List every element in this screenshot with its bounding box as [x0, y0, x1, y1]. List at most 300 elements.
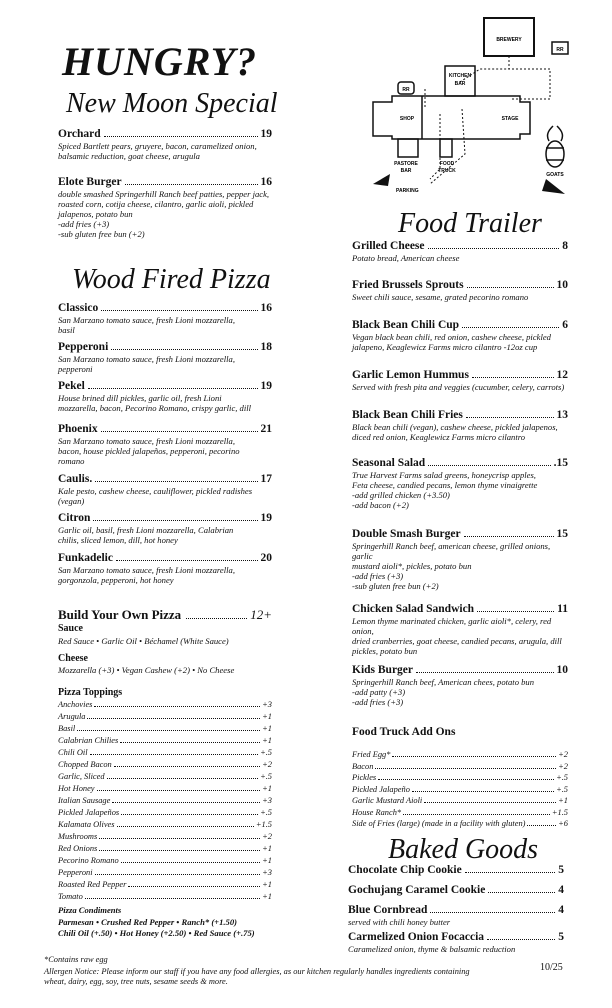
menu-item-price: 11 — [557, 603, 568, 615]
addon-name: Pickled Jalapeño — [352, 784, 410, 794]
dot-leader — [424, 802, 556, 803]
goats-icon — [546, 126, 564, 167]
restroom-1-label: RR — [556, 47, 564, 53]
menu-item-description — [58, 436, 272, 466]
topping-price: +1 — [262, 844, 272, 853]
addon-price: +2 — [558, 761, 568, 771]
description-line: Garlic oil, basil, fresh Lioni mozzarella, Calabrian — [58, 525, 234, 535]
dot-leader — [95, 874, 261, 875]
addon-price: +.5 — [556, 773, 568, 782]
allergen-notice-line-1: Allergen Notice: Please inform our staff if you have any food allergies, as our kitchen regularly handles ingredients containing — [44, 967, 470, 976]
topping-price: +3 — [262, 700, 272, 709]
menu-item-description — [352, 541, 568, 591]
topping-price: +.5 — [260, 808, 272, 817]
menu-item-price: 5 — [558, 864, 564, 876]
addon-name: Garlic Mustard Aioli — [352, 796, 423, 805]
addon-price: +6 — [558, 819, 568, 828]
dot-leader — [101, 310, 257, 311]
menu-item-description — [352, 382, 568, 392]
condiments-line-1: Parmesan • Crushed Red Pepper • Ranch* (+1.50) — [58, 917, 237, 927]
addon-name: Fried Egg* — [352, 750, 391, 759]
menu-item-name: Blue Cornbread — [348, 904, 428, 916]
menu-item-description — [58, 525, 272, 545]
topping-name: Pecorino Romano — [58, 856, 119, 865]
menu-item-price: 10 — [556, 279, 568, 291]
dot-leader — [462, 327, 559, 328]
allergen-notice-line-2: wheat, dairy, egg, soy, tree nuts, sesame seeds & more. — [44, 977, 228, 986]
menu-item-name: Elote Burger — [58, 176, 122, 188]
build-your-own-title: Build Your Own Pizza — [58, 607, 182, 622]
menu-item-name: Caulis. — [58, 473, 93, 485]
menu-item-description — [58, 354, 272, 374]
topping-price: +1 — [262, 736, 272, 745]
menu-item-price: 19 — [260, 128, 272, 140]
menu-item-name: Carmelized Onion Focaccia — [348, 931, 485, 943]
menu-item-heading — [58, 380, 272, 392]
description-line: pickles, potato bun — [352, 646, 418, 656]
toppings-label: Pizza Toppings — [58, 687, 123, 698]
description-line: Served with fresh pita and veggies (cucumber, celery, carrots) — [352, 382, 565, 392]
dot-leader — [467, 287, 554, 288]
menu-item-name: Seasonal Salad — [352, 457, 426, 469]
topping-row — [58, 700, 272, 711]
menu-item-description — [58, 189, 272, 239]
menu-item — [58, 380, 272, 413]
dot-leader — [416, 672, 553, 673]
topping-name: Arugula — [58, 712, 86, 721]
description-line: Lemon thyme marinated chicken, garlic aioli*, celery, red onion, — [352, 616, 552, 636]
menu-item — [352, 369, 568, 392]
kitchen-bar-label: BAR — [454, 81, 466, 87]
menu-item-heading — [58, 552, 272, 564]
dot-leader — [466, 417, 554, 418]
addon-name: Side of Fries (large) (made in a facility with gluten) — [352, 819, 526, 828]
menu-item-description — [348, 917, 564, 927]
menu-item-name: Chocolate Chip Cookie — [348, 864, 462, 876]
pastore-bar-building — [398, 139, 418, 157]
topping-name: Anchovies — [58, 700, 93, 709]
description-line: Potato bread, American cheese — [352, 253, 460, 263]
menu-date: 10/25 — [540, 962, 563, 973]
menu-item-heading — [58, 473, 272, 485]
menu-item-price: 10 — [556, 664, 568, 676]
topping-name: Basil — [58, 724, 76, 733]
addon-row — [352, 796, 568, 807]
food-truck-building — [440, 139, 452, 157]
menu-item-heading — [348, 884, 564, 896]
menu-item-price: 6 — [562, 319, 568, 331]
condiments-label: Pizza Condiments — [58, 905, 122, 915]
menu-item-heading — [348, 904, 564, 916]
menu-item-price: 16 — [260, 302, 272, 314]
menu-item-description — [352, 616, 568, 656]
dot-leader — [116, 560, 258, 561]
topping-row — [58, 856, 272, 867]
description-line: Black bean chili (vegan), cashew cheese, pickled jalapenos, — [352, 422, 558, 432]
food-trailer-title: Food Trailer — [398, 208, 542, 239]
menu-item-description — [58, 393, 272, 413]
addon-row — [352, 773, 568, 784]
description-line: gorgonzola, pepperoni, hot honey — [58, 575, 174, 585]
description-line: basil — [58, 325, 75, 335]
topping-price: +1.5 — [255, 820, 272, 829]
menu-item-name: Classico — [58, 302, 99, 314]
wood-fired-pizza-title: Wood Fired Pizza — [72, 264, 271, 295]
menu-item — [352, 528, 568, 591]
topping-name: Italian Sausage — [58, 796, 111, 805]
addon-row — [352, 762, 568, 773]
brewery-label: BREWERY — [496, 37, 522, 43]
menu-item-name: Citron — [58, 512, 91, 524]
addon-name: Pickles — [352, 773, 377, 782]
arrow-right-icon — [542, 179, 565, 194]
menu-item-price: 4 — [558, 884, 564, 896]
menu-item-name: Phoenix — [58, 423, 98, 435]
dot-leader — [472, 377, 554, 378]
menu-item-heading — [58, 128, 272, 140]
description-line: pepperoni — [58, 364, 93, 374]
description-line: chilis, sliced lemon, dill, hot honey — [58, 535, 178, 545]
menu-item-price: 18 — [260, 341, 272, 353]
condiments-line-2: Chili Oil (+.50) • Hot Honey (+2.50) • Red Sauce (+.75) — [58, 928, 255, 938]
menu-item-name: Black Bean Chili Cup — [352, 319, 460, 331]
menu-item-price: 8 — [562, 240, 568, 252]
menu-item-price: 5 — [558, 931, 564, 943]
menu-item-name: Funkadelic — [58, 552, 113, 564]
description-line: Spiced Bartlett pears, gruyere, bacon, caramelized onion, — [58, 141, 257, 151]
topping-price: +1 — [262, 856, 272, 865]
dot-leader — [77, 730, 260, 731]
topping-price: +2 — [262, 760, 272, 769]
arrow-left-icon — [373, 174, 390, 186]
dot-leader — [111, 349, 257, 350]
description-line: -add grilled chicken (+3.50) — [352, 490, 450, 500]
description-line: San Marzano tomato sauce, fresh Lioni mozzarella, — [58, 354, 235, 364]
menu-item-name: Pepperoni — [58, 341, 109, 353]
topping-row — [58, 868, 272, 879]
menu-item-heading — [352, 240, 568, 252]
menu-item-description — [352, 292, 568, 302]
dot-leader — [527, 825, 556, 826]
topping-name: Garlic, Sliced — [58, 772, 105, 781]
menu-item-heading — [352, 457, 568, 469]
topping-name: Mushrooms — [58, 832, 98, 841]
description-line: romano — [58, 456, 85, 466]
dot-leader — [487, 939, 555, 940]
topping-price: +3 — [262, 796, 272, 805]
topping-row — [58, 760, 272, 771]
description-line: Springerhill Ranch beef, american cheese, grilled onions, garlic — [352, 541, 551, 561]
dot-leader — [403, 814, 550, 815]
description-line: Springerhill Ranch beef, American chees, potato bun — [352, 677, 535, 687]
topping-price: +1 — [262, 880, 272, 889]
stage-label: STAGE — [501, 116, 519, 122]
topping-row — [58, 736, 272, 747]
topping-row — [58, 820, 272, 831]
topping-name: Chili Oil — [58, 748, 88, 757]
menu-item — [58, 176, 272, 239]
addon-row — [352, 808, 568, 819]
menu-item-description — [58, 315, 272, 335]
menu-item-name: Gochujang Caramel Cookie — [348, 884, 486, 896]
dot-leader — [101, 431, 258, 432]
menu-item — [58, 302, 272, 335]
description-line: served with chili honey butter — [348, 917, 451, 927]
dot-leader — [392, 756, 556, 757]
topping-name: Hot Honey — [58, 784, 95, 793]
menu-item — [58, 128, 272, 161]
menu-item-price: .15 — [553, 457, 568, 469]
menu-item-heading — [352, 528, 568, 540]
menu-item — [58, 473, 272, 506]
menu-item — [58, 552, 272, 585]
topping-price: +2 — [262, 832, 272, 841]
description-line: bacon, house pickled jalapeños, pepperoni, pecorino — [58, 446, 240, 456]
menu-item-name: Kids Burger — [352, 664, 414, 676]
menu-item-description — [58, 141, 272, 161]
menu-item-price: 20 — [260, 552, 272, 564]
topping-row — [58, 724, 272, 735]
pastore-label: PASTORE — [394, 161, 418, 167]
dot-leader — [99, 838, 260, 839]
topping-name: Roasted Red Pepper — [58, 880, 127, 889]
menu-item-name: Grilled Cheese — [352, 240, 425, 252]
dot-leader — [465, 872, 556, 873]
dot-leader — [85, 898, 260, 899]
topping-name: Pepperoni — [58, 868, 93, 877]
description-line: mustard aioli*, pickles, potato bun — [352, 561, 472, 571]
addon-row — [352, 750, 568, 761]
dot-leader — [464, 536, 554, 537]
addon-name: Bacon — [352, 761, 374, 771]
dot-leader — [94, 706, 260, 707]
description-line: Feta cheese, candied pecans, lemon thyme vinaigrette — [352, 480, 538, 490]
dot-leader — [121, 814, 258, 815]
baked-goods-title: Baked Goods — [388, 834, 539, 865]
topping-name: Red Onions — [58, 844, 98, 853]
food-truck-label: FOOD — [439, 161, 455, 167]
description-line: Sweet chili sauce, sesame, grated pecorino romano — [352, 292, 529, 302]
kitchen-label: KITCHEN — [448, 73, 472, 79]
dot-leader — [121, 862, 260, 863]
dot-leader — [375, 768, 556, 769]
topping-price: +1 — [262, 784, 272, 793]
dot-leader — [428, 248, 560, 249]
shop-label: SHOP — [399, 116, 415, 122]
menu-item-name: Double Smash Burger — [352, 528, 461, 540]
topping-price: +.5 — [260, 748, 272, 757]
menu-item-description — [352, 677, 568, 707]
dot-leader — [93, 520, 257, 521]
menu-item-price: 16 — [260, 176, 272, 188]
description-line: Vegan black bean chili, red onion, cashew cheese, pickled — [352, 332, 551, 342]
description-line: dried cranberries, goat cheese, candied pecans, arugula, dill — [352, 636, 562, 646]
menu-item-heading — [352, 664, 568, 676]
description-line: diced red onion, Keaglewicz Farms micro cilantro — [352, 432, 526, 442]
menu-item-description — [348, 944, 564, 954]
description-line: jalapeno, Keaglewicz Farms micro cilantro -12oz cup — [352, 342, 538, 352]
path-dashed — [460, 56, 550, 99]
description-line: San Marzano tomato sauce, fresh Lioni mozzarella, — [58, 436, 235, 446]
menu-item-name: Fried Brussels Sprouts — [352, 279, 464, 291]
topping-row — [58, 844, 272, 855]
description-line: jalapenos, potato bun — [58, 209, 133, 219]
menu-item-heading — [352, 603, 568, 615]
topping-row — [58, 796, 272, 807]
dot-leader — [107, 778, 259, 779]
menu-item-price: 4 — [558, 904, 564, 916]
menu-item-heading — [58, 341, 272, 353]
raw-egg-note: *Contains raw egg — [44, 955, 108, 964]
dot-leader — [128, 886, 260, 887]
addon-name: House Ranch* — [352, 807, 402, 817]
new-moon-special-title: New Moon Special — [66, 88, 278, 119]
menu-item — [348, 904, 564, 927]
topping-row — [58, 784, 272, 795]
description-line: Kale pesto, cashew cheese, cauliflower, pickled radishes — [58, 486, 253, 496]
goats-label: GOATS — [546, 172, 564, 178]
topping-price: +3 — [262, 868, 272, 877]
menu-item-price: 15 — [556, 528, 568, 540]
menu-item-heading — [58, 423, 272, 435]
description-line: Caramelized onion, thyme & balsamic reduction — [348, 944, 516, 954]
description-line: balsamic reduction, goat cheese, arugula — [58, 151, 200, 161]
menu-item-heading — [352, 409, 568, 421]
menu-item-name: Orchard — [58, 128, 101, 140]
menu-item-price: 12 — [556, 369, 568, 381]
parking-label: PARKING — [396, 188, 419, 194]
topping-row — [58, 808, 272, 819]
menu-item-name: Garlic Lemon Hummus — [352, 369, 469, 381]
menu-item — [58, 423, 272, 466]
menu-item — [58, 512, 272, 545]
topping-name: Tomato — [58, 892, 83, 901]
description-line: -add bacon (+2) — [352, 500, 409, 510]
description-line: (vegan) — [58, 496, 85, 506]
menu-item-price: 17 — [260, 473, 272, 485]
menu-item — [348, 884, 564, 896]
food-truck-label-2: TRUCK — [438, 168, 456, 174]
topping-price: +1 — [262, 892, 272, 901]
description-line: -add fries (+3) — [352, 571, 404, 581]
menu-item-name: Chicken Salad Sandwich — [352, 603, 475, 615]
menu-item-name: Black Bean Chili Fries — [352, 409, 463, 421]
topping-row — [58, 748, 272, 759]
dot-leader — [428, 465, 550, 466]
menu-item-price: 19 — [260, 512, 272, 524]
menu-item-description — [352, 253, 568, 263]
menu-item-heading — [348, 864, 564, 876]
menu-item-heading — [352, 369, 568, 381]
menu-item-description — [352, 470, 568, 510]
sauce-label: Sauce — [58, 623, 83, 634]
topping-row — [58, 832, 272, 843]
menu-item-heading — [352, 319, 568, 331]
menu-item — [348, 864, 564, 876]
description-line: True Harvest Farms salad greens, honeycrisp apples, — [352, 470, 536, 480]
description-line: -add fries (+3) — [352, 697, 404, 707]
dot-leader — [186, 618, 247, 619]
topping-name: Chopped Bacon — [58, 760, 112, 769]
dot-leader — [378, 779, 554, 780]
menu-item-price: 19 — [260, 380, 272, 392]
description-line: -add fries (+3) — [58, 219, 110, 229]
dot-leader — [488, 892, 555, 893]
dot-leader — [114, 766, 260, 767]
dot-leader — [430, 912, 555, 913]
description-line: double smashed Springerhill Ranch beef patties, pepper jack, — [58, 189, 270, 199]
cheese-label: Cheese — [58, 653, 88, 664]
pastore-bar-label: BAR — [400, 168, 412, 174]
build-your-own-price: 12+ — [250, 607, 272, 622]
topping-name: Kalamata Olives — [58, 820, 115, 829]
topping-name: Calabrian Chilies — [58, 736, 119, 745]
dot-leader — [95, 481, 257, 482]
menu-item-heading — [58, 302, 272, 314]
description-line: San Marzano tomato sauce, fresh Lioni mozzarella, — [58, 315, 235, 325]
dot-leader — [477, 611, 554, 612]
menu-item-heading — [58, 176, 272, 188]
dot-leader — [90, 754, 259, 755]
menu-item — [352, 240, 568, 263]
description-line: -sub gluten free bun (+2) — [58, 229, 145, 239]
description-line: -add patty (+3) — [352, 687, 406, 697]
menu-item — [352, 409, 568, 442]
menu-item-price: 21 — [260, 423, 272, 435]
addon-price: +.5 — [556, 784, 568, 794]
dot-leader — [99, 850, 260, 851]
menu-item — [348, 931, 564, 954]
topping-row — [58, 892, 272, 903]
menu-item — [58, 341, 272, 374]
sauce-options: Red Sauce • Garlic Oil • Béchamel (White Sauce) — [58, 636, 229, 646]
addons-title: Food Truck Add Ons — [352, 726, 456, 738]
menu-item-description — [352, 422, 568, 442]
addon-price: +1.5 — [551, 807, 568, 817]
menu-item — [352, 664, 568, 707]
dot-leader — [112, 802, 260, 803]
description-line: House brined dill pickles, garlic oil, fresh Lioni — [58, 393, 222, 403]
menu-item — [352, 279, 568, 302]
menu-item-heading — [58, 512, 272, 524]
menu-item-heading — [352, 279, 568, 291]
description-line: San Marzano tomato sauce, fresh Lioni mozzarella, — [58, 565, 235, 575]
venue-map — [370, 14, 580, 198]
dot-leader — [88, 388, 258, 389]
menu-item-price: 13 — [556, 409, 568, 421]
dot-leader — [97, 790, 261, 791]
description-line: mozzarella, bacon, Pecorino Romano, crispy garlic, dill — [58, 403, 252, 413]
menu-item — [352, 457, 568, 510]
dot-leader — [125, 184, 258, 185]
menu-item-description — [352, 332, 568, 352]
addon-row — [352, 819, 568, 830]
addon-row — [352, 785, 568, 796]
topping-row — [58, 712, 272, 723]
description-line: -sub gluten free bun (+2) — [352, 581, 439, 591]
menu-item-heading — [348, 931, 564, 943]
build-your-own-heading — [58, 607, 272, 623]
dot-leader — [117, 826, 254, 827]
description-line: roasted corn, cotija cheese, cilantro, garlic aioli, pickled — [58, 199, 254, 209]
topping-row — [58, 880, 272, 891]
topping-name: Pickled Jalapeños — [58, 808, 120, 817]
cheese-options: Mozzarella (+3) • Vegan Cashew (+2) • No Cheese — [58, 665, 235, 675]
topping-price: +1 — [262, 712, 272, 721]
topping-row — [58, 772, 272, 783]
menu-item-description — [58, 565, 272, 585]
restroom-2-label: RR — [402, 87, 410, 93]
